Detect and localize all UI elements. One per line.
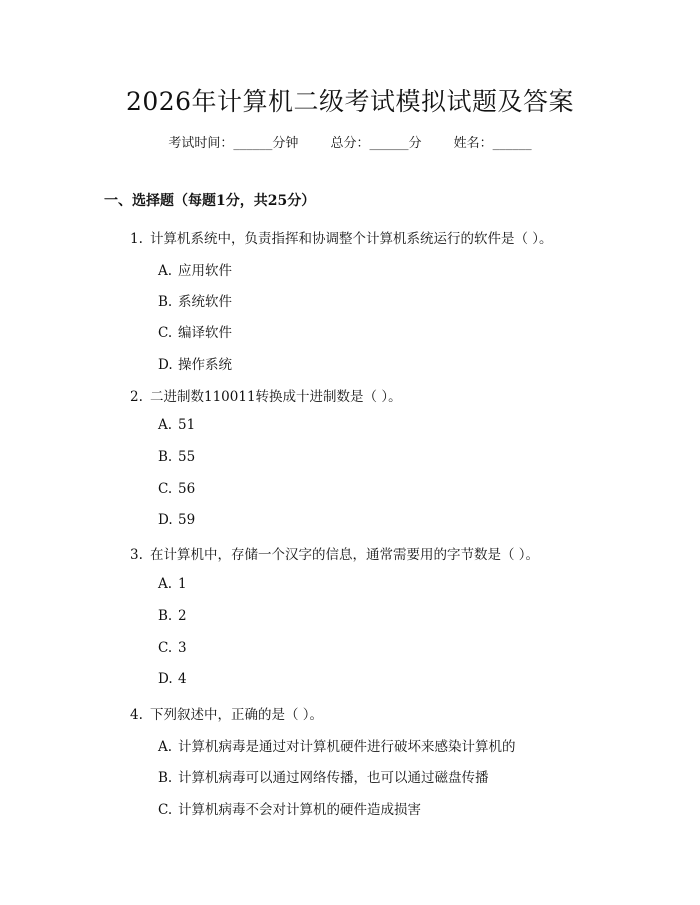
option-1b [158, 290, 232, 310]
option-letter: A. [158, 576, 173, 592]
option-text: 计算机病毒可以通过网络传播，也可以通过磁盘传播 [178, 770, 489, 786]
option-text: 1 [178, 576, 187, 592]
section-heading-choice: 一、选择题（每题1分，共25分） [104, 193, 316, 209]
exam-time-field: 考试时间：______分钟 [168, 136, 299, 151]
option-2d [158, 512, 195, 528]
question-number: 3. [130, 547, 143, 563]
question-3 [130, 543, 539, 563]
option-text: 51 [178, 417, 196, 433]
option-text: 系统软件 [178, 294, 232, 310]
question-text: 下列叙述中，正确的是（ ）。 [150, 707, 324, 723]
question-text: 二进制数110011转换成十进制数是（ ）。 [150, 389, 402, 405]
option-3b [158, 608, 187, 624]
option-1a [158, 259, 232, 279]
question-2 [130, 385, 402, 405]
option-text: 应用软件 [178, 263, 232, 279]
exam-meta [0, 132, 700, 151]
option-text: 计算机病毒是通过对计算机硬件进行破坏来感染计算机的 [178, 739, 516, 755]
option-text: 计算机病毒不会对计算机的硬件造成损害 [178, 802, 421, 818]
total-score-field: 总分：______分 [330, 136, 422, 151]
option-text: 2 [178, 608, 187, 624]
option-2b [158, 449, 195, 465]
student-name-field: 姓名：______ [453, 136, 532, 151]
option-letter: C. [158, 640, 173, 656]
option-letter: A. [158, 417, 173, 433]
option-letter: B. [158, 294, 173, 310]
option-letter: B. [158, 770, 173, 786]
question-number: 2. [130, 389, 143, 405]
option-text: 59 [178, 512, 196, 528]
option-1d [158, 353, 232, 373]
option-4b [158, 766, 489, 786]
page-title: 2026年计算机二级考试模拟试题及答案 [125, 87, 575, 116]
option-4a [158, 735, 516, 755]
option-text: 3 [178, 640, 187, 656]
option-text: 55 [178, 449, 196, 465]
option-3a [158, 576, 187, 592]
option-letter: A. [158, 739, 173, 755]
option-letter: D. [158, 512, 173, 528]
option-1c [158, 321, 232, 341]
question-text: 在计算机中，存储一个汉字的信息，通常需要用的字节数是（ ）。 [150, 547, 540, 563]
question-number: 4. [130, 707, 143, 723]
option-text: 编译软件 [178, 325, 232, 341]
option-letter: D. [158, 671, 173, 687]
option-letter: B. [158, 449, 173, 465]
option-letter: B. [158, 608, 173, 624]
option-2c [158, 481, 195, 497]
option-2a [158, 417, 195, 433]
option-3d [158, 671, 187, 687]
question-1 [130, 227, 553, 247]
option-4c [158, 798, 421, 818]
question-text: 计算机系统中，负责指挥和协调整个计算机系统运行的软件是（ ）。 [150, 231, 553, 247]
question-number: 1. [130, 231, 143, 247]
option-letter: A. [158, 263, 173, 279]
option-text: 4 [178, 671, 187, 687]
option-letter: D. [158, 357, 173, 373]
option-3c [158, 640, 187, 656]
question-4 [130, 703, 323, 723]
option-text: 操作系统 [178, 357, 232, 373]
option-letter: C. [158, 325, 173, 341]
option-text: 56 [178, 481, 196, 497]
option-letter: C. [158, 481, 173, 497]
option-letter: C. [158, 802, 173, 818]
